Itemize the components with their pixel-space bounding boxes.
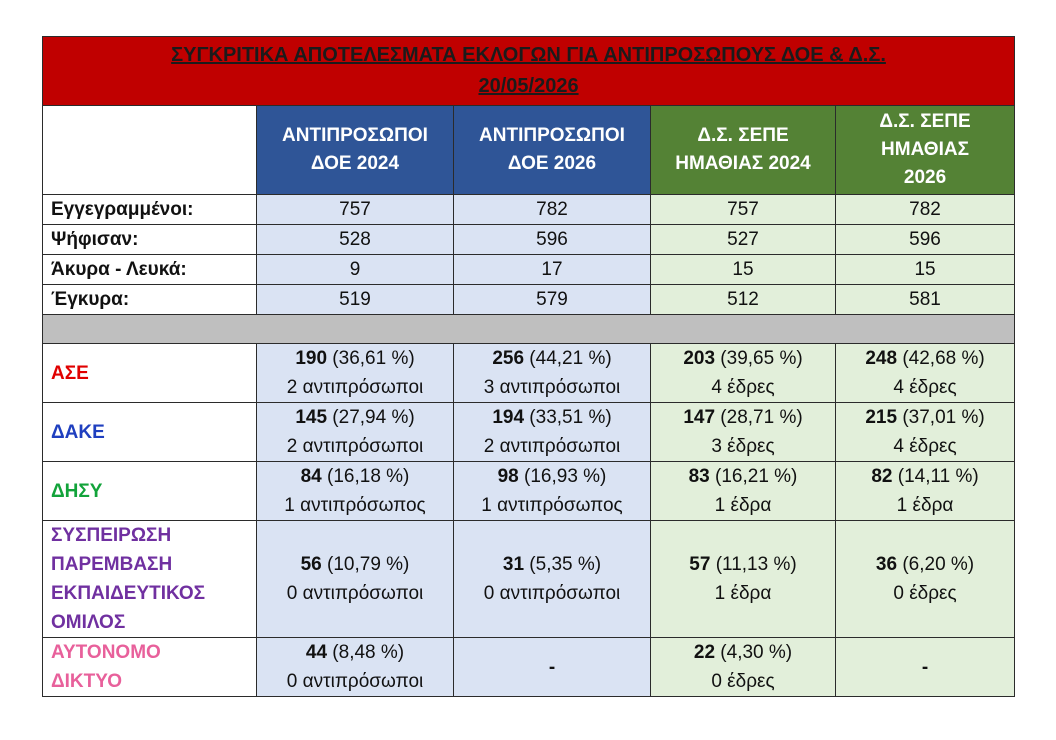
- title-line-2: 20/05/2026: [478, 75, 579, 97]
- votes-line: [836, 344, 1014, 373]
- votes-line: [651, 638, 835, 667]
- votes-count: 215: [865, 407, 898, 428]
- party-name-line: ΔΙΚΤΥΟ: [51, 671, 122, 692]
- votes-count: 248: [865, 348, 898, 369]
- party-result-cell: [836, 403, 1015, 462]
- votes-percent: (16,18 %): [321, 466, 410, 487]
- summary-value: 596: [454, 225, 651, 255]
- header-line: Δ.Σ. ΣΕΠΕ: [697, 125, 789, 146]
- summary-row: [43, 255, 1015, 285]
- title-line-1: ΣΥΓΚΡΙΤΙΚΑ ΑΠΟΤΕΛΕΣΜΑΤΑ ΕΚΛΟΓΩΝ ΓΙΑ ΑΝΤΙΠΡΟΣΩΠΟΥΣ ΔΟΕ & Δ.Σ.: [171, 44, 886, 66]
- header-line: 2026: [903, 167, 947, 188]
- votes-percent: (44,21 %): [524, 348, 612, 369]
- votes-percent: (4,30 %): [715, 642, 793, 663]
- votes-count: 56: [300, 554, 322, 575]
- party-result-cell: [257, 521, 454, 638]
- seats-line: 3 έδρες: [711, 436, 775, 457]
- party-result-cell: [651, 521, 836, 638]
- party-result-cell: [651, 403, 836, 462]
- seats-line: 2 αντιπρόσωποι: [286, 377, 424, 398]
- header-line: ΗΜΑΘΙΑΣ 2024: [675, 153, 811, 174]
- votes-line: [257, 344, 453, 373]
- votes-count: 36: [875, 554, 898, 575]
- votes-line: [651, 344, 835, 373]
- header-line: ΔΟΕ 2026: [507, 153, 597, 174]
- summary-value: 596: [836, 225, 1015, 255]
- summary-value: 579: [454, 285, 651, 315]
- party-result-cell: [257, 638, 454, 697]
- votes-count: 44: [305, 642, 328, 663]
- empty-dash: -: [921, 656, 929, 678]
- party-result-cell: [836, 462, 1015, 521]
- party-name-line: ΣΥΣΠΕΙΡΩΣΗ: [51, 525, 172, 546]
- votes-percent: (28,71 %): [715, 407, 803, 428]
- votes-line: [454, 344, 650, 373]
- party-result-cell: [651, 462, 836, 521]
- party-name-line: ΑΥΤΟΝΟΜΟ: [51, 642, 161, 663]
- party-result-cell: [836, 521, 1015, 638]
- summary-value: 581: [836, 285, 1015, 315]
- seats-line: 0 αντιπρόσωποι: [286, 671, 424, 692]
- seats-line: 3 αντιπρόσωποι: [483, 377, 621, 398]
- seats-line: 1 έδρα: [896, 495, 954, 516]
- party-name-line: ΔΑΚΕ: [51, 421, 105, 443]
- seats-line: 2 αντιπρόσωποι: [483, 436, 621, 457]
- summary-label: Ψήφισαν:: [43, 225, 257, 255]
- votes-percent: (33,51 %): [524, 407, 612, 428]
- summary-value: 17: [454, 255, 651, 285]
- party-name: [43, 638, 257, 697]
- header-line: ΑΝΤΙΠΡΟΣΩΠΟΙ: [282, 125, 428, 146]
- summary-value: 757: [651, 195, 836, 225]
- separator-cell: [43, 315, 1015, 344]
- votes-percent: (27,94 %): [327, 407, 415, 428]
- votes-percent: (36,61 %): [327, 348, 415, 369]
- party-row: [43, 344, 1015, 403]
- votes-line: [454, 550, 650, 579]
- header-line: Δ.Σ. ΣΕΠΕ: [879, 111, 971, 132]
- party-name-line: ΔΗΣΥ: [51, 480, 103, 502]
- votes-percent: (11,13 %): [710, 554, 797, 575]
- seats-line: 0 έδρες: [893, 583, 957, 604]
- header-empty-cell: [43, 106, 257, 195]
- party-name-line: ΕΚΠΑΙΔΕΥΤΙΚΟΣ: [51, 583, 206, 604]
- seats-line: 4 έδρες: [893, 436, 957, 457]
- header-doe-2026: [454, 106, 651, 195]
- votes-count: 190: [295, 348, 328, 369]
- party-result-cell: [257, 462, 454, 521]
- votes-percent: (6,20 %): [897, 554, 975, 575]
- votes-count: 145: [295, 407, 328, 428]
- party-result-cell: [836, 638, 1015, 697]
- party-name: [43, 521, 257, 638]
- header-line: ΔΟΕ 2024: [310, 153, 400, 174]
- seats-line: 1 έδρα: [714, 495, 772, 516]
- votes-line: [257, 638, 453, 667]
- seats-line: 1 αντιπρόσωπος: [284, 495, 426, 516]
- party-name-line: ΟΜΙΛΟΣ: [51, 612, 126, 633]
- party-result-cell: [454, 462, 651, 521]
- party-name: [43, 403, 257, 462]
- party-row: [43, 521, 1015, 638]
- seats-line: 0 αντιπρόσωποι: [483, 583, 621, 604]
- header-line: ΗΜΑΘΙΑΣ: [881, 139, 969, 160]
- summary-label: Έγκυρα:: [43, 285, 257, 315]
- seats-line: 0 έδρες: [711, 671, 775, 692]
- votes-line: [651, 403, 835, 432]
- summary-value: 519: [257, 285, 454, 315]
- party-result-cell: [257, 344, 454, 403]
- votes-line: [836, 550, 1014, 579]
- seats-line: 1 αντιπρόσωπος: [481, 495, 623, 516]
- summary-value: 15: [651, 255, 836, 285]
- party-row: [43, 638, 1015, 697]
- votes-count: 147: [683, 407, 716, 428]
- votes-line: [257, 462, 453, 491]
- table-title: [43, 37, 1015, 106]
- summary-value: 782: [454, 195, 651, 225]
- votes-percent: (39,65 %): [715, 348, 803, 369]
- party-result-cell: [454, 521, 651, 638]
- party-name: [43, 462, 257, 521]
- votes-count: 256: [492, 348, 525, 369]
- votes-line: [257, 403, 453, 432]
- votes-percent: (10,79 %): [321, 554, 410, 575]
- party-result-cell: [651, 638, 836, 697]
- seats-line: 1 έδρα: [714, 583, 772, 604]
- votes-line: [454, 403, 650, 432]
- party-result-cell: [454, 344, 651, 403]
- seats-line: 2 αντιπρόσωποι: [286, 436, 424, 457]
- party-result-cell: [651, 344, 836, 403]
- votes-line: [836, 462, 1014, 491]
- votes-count: 31: [502, 554, 525, 575]
- votes-count: 98: [497, 466, 519, 487]
- party-name-line: ΑΣΕ: [51, 362, 89, 384]
- title-row: [43, 37, 1015, 106]
- results-table: [42, 36, 1015, 697]
- votes-percent: (16,21 %): [709, 466, 798, 487]
- party-name: [43, 344, 257, 403]
- summary-row: [43, 225, 1015, 255]
- party-name-line: ΠΑΡΕΜΒΑΣΗ: [51, 554, 173, 575]
- votes-count: 84: [300, 466, 322, 487]
- seats-line: 4 έδρες: [711, 377, 775, 398]
- summary-value: 782: [836, 195, 1015, 225]
- header-ds-2024: [651, 106, 836, 195]
- summary-value: 512: [651, 285, 836, 315]
- summary-value: 527: [651, 225, 836, 255]
- summary-value: 9: [257, 255, 454, 285]
- votes-line: [651, 550, 835, 579]
- header-line: ΑΝΤΙΠΡΟΣΩΠΟΙ: [479, 125, 625, 146]
- summary-label: Άκυρα - Λευκά:: [43, 255, 257, 285]
- party-result-cell: [454, 403, 651, 462]
- votes-line: [651, 462, 835, 491]
- votes-line: [454, 462, 650, 491]
- party-row: [43, 403, 1015, 462]
- summary-label: Εγγεγραμμένοι:: [43, 195, 257, 225]
- party-row: [43, 462, 1015, 521]
- votes-line: [257, 550, 453, 579]
- votes-percent: (14,11 %): [892, 466, 979, 487]
- votes-count: 203: [683, 348, 716, 369]
- separator-row: [43, 315, 1015, 344]
- votes-percent: (42,68 %): [897, 348, 985, 369]
- votes-count: 22: [693, 642, 716, 663]
- votes-count: 82: [871, 466, 893, 487]
- empty-dash: -: [548, 656, 556, 678]
- party-result-cell: [836, 344, 1015, 403]
- header-ds-2026: [836, 106, 1015, 195]
- votes-count: 83: [688, 466, 710, 487]
- votes-percent: (5,35 %): [524, 554, 602, 575]
- votes-count: 57: [689, 554, 711, 575]
- votes-count: 194: [492, 407, 525, 428]
- header-row: [43, 106, 1015, 195]
- summary-value: 528: [257, 225, 454, 255]
- votes-percent: (37,01 %): [897, 407, 985, 428]
- party-result-cell: [454, 638, 651, 697]
- votes-percent: (8,48 %): [327, 642, 405, 663]
- party-result-cell: [257, 403, 454, 462]
- header-doe-2024: [257, 106, 454, 195]
- summary-row: [43, 195, 1015, 225]
- summary-value: 757: [257, 195, 454, 225]
- summary-row: [43, 285, 1015, 315]
- seats-line: 0 αντιπρόσωποι: [286, 583, 424, 604]
- votes-percent: (16,93 %): [518, 466, 607, 487]
- seats-line: 4 έδρες: [893, 377, 957, 398]
- votes-line: [836, 403, 1014, 432]
- summary-value: 15: [836, 255, 1015, 285]
